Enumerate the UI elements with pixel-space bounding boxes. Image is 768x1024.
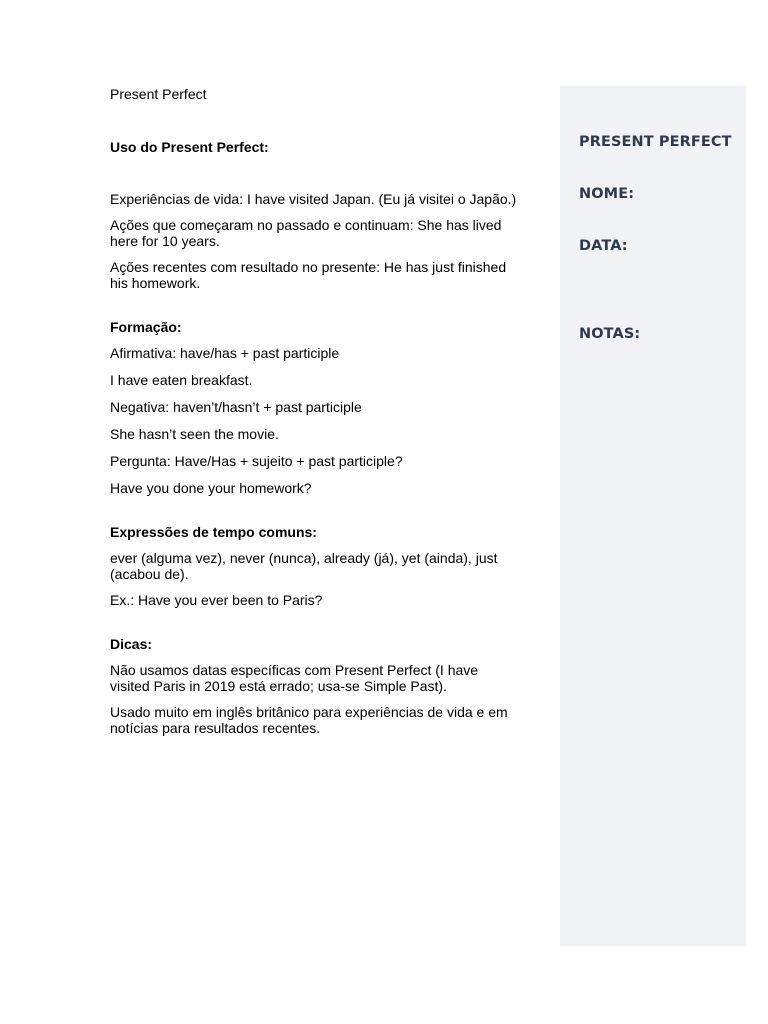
uso-item: Ações recentes com resultado no presente: He has just finished his homework.: [110, 259, 507, 291]
uso-item: Ações que começaram no passado e continuam: She has lived here for 10 years.: [110, 217, 502, 249]
date-field-label: DATA:: [579, 238, 628, 254]
formacao-item: Negativa: haven’t/hasn’t + past participle: [110, 399, 362, 415]
expressoes-item: ever (alguma vez), never (nunca), already (já), yet (ainda), just (acabou de).: [110, 550, 498, 582]
formacao-item: Have you done your homework?: [110, 480, 312, 496]
sidebar-panel: [560, 86, 746, 946]
formacao-item: I have eaten breakfast.: [110, 372, 253, 388]
uso-item: Experiências de vida: I have visited Japan. (Eu já visitei o Japão.): [110, 191, 517, 207]
main-content: [110, 84, 520, 736]
expressoes-item: Ex.: Have you ever been to Paris?: [110, 592, 323, 608]
section-heading-expressoes: Expressões de tempo comuns:: [110, 524, 317, 540]
dicas-item: Usado muito em inglês britânico para experiências de vida e em notícias para resultados recentes.: [110, 704, 508, 736]
name-field-label: NOME:: [579, 186, 635, 202]
notes-field-label: NOTAS:: [579, 326, 641, 342]
dicas-item: Não usamos datas específicas com Present Perfect (I have visited Paris in 2019 está errado; usa-se Simple Past).: [110, 662, 479, 694]
formacao-item: She hasn’t seen the movie.: [110, 426, 279, 442]
section-heading-dicas: Dicas:: [110, 636, 153, 652]
section-heading-formacao: Formação:: [110, 319, 182, 335]
section-heading-uso: Uso do Present Perfect:: [110, 139, 269, 155]
formacao-item: Pergunta: Have/Has + sujeito + past participle?: [110, 453, 403, 469]
document-title: Present Perfect: [110, 86, 207, 102]
sidebar-title: PRESENT PERFECT: [579, 134, 732, 150]
formacao-item: Afirmativa: have/has + past participle: [110, 345, 340, 361]
